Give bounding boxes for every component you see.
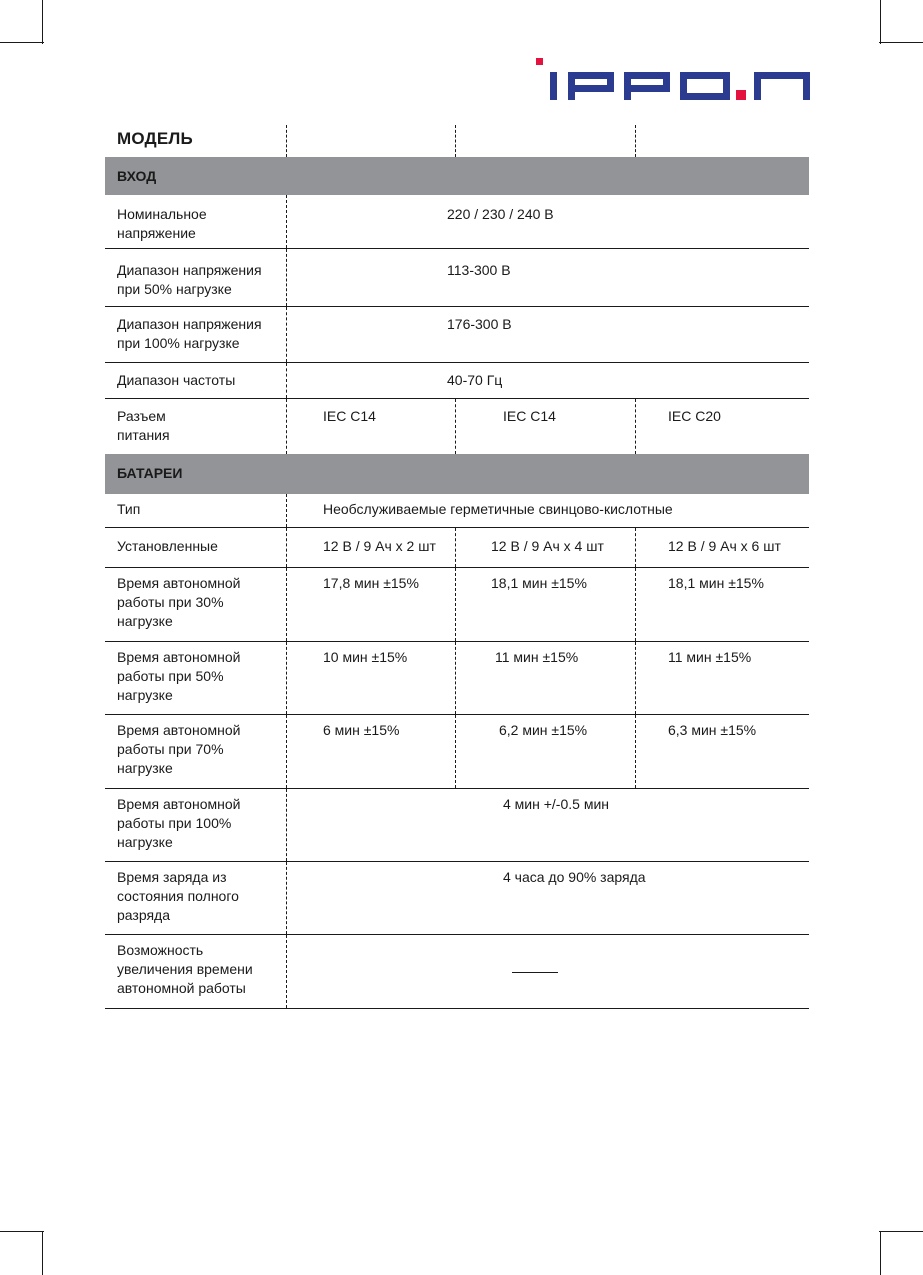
column-divider	[455, 528, 456, 567]
column-divider	[635, 125, 636, 157]
table-row	[105, 642, 809, 715]
row-label: Диапазон напряжения при 100% нагрузке	[117, 316, 262, 351]
column-divider	[635, 568, 636, 641]
column-divider	[286, 195, 287, 248]
row-value: 18,1 мин ±15%	[491, 575, 587, 591]
section-title: ВХОД	[117, 168, 157, 184]
ippon-logo	[536, 58, 810, 100]
row-value: 113-300 В	[447, 262, 511, 278]
row-value: 11 мин ±15%	[668, 649, 752, 665]
row-value: 17,8 мин ±15%	[323, 575, 419, 591]
column-divider	[286, 307, 287, 362]
row-value: 4 часа до 90% заряда	[503, 869, 646, 885]
crop-mark	[0, 42, 44, 43]
table-row	[105, 494, 809, 528]
column-divider	[286, 363, 287, 398]
row-value: IEC C14	[503, 408, 556, 424]
table-row	[105, 528, 809, 568]
column-divider	[635, 642, 636, 714]
row-value: 4 мин +/-0.5 мин	[503, 796, 609, 812]
table-row	[105, 195, 809, 249]
row-label: Диапазон частоты	[117, 372, 236, 388]
table-row	[105, 715, 809, 789]
crop-mark	[42, 0, 43, 44]
column-divider	[286, 642, 287, 714]
row-value: 176-300 В	[447, 316, 512, 332]
column-divider	[635, 528, 636, 567]
table-row	[105, 789, 809, 862]
column-divider	[286, 568, 287, 641]
row-value: 6 мин ±15%	[323, 722, 400, 738]
row-label: Тип	[117, 501, 141, 517]
row-label: Номинальное напряжение	[117, 206, 207, 241]
column-divider	[286, 249, 287, 306]
row-value: 220 / 230 / 240 В	[447, 206, 554, 222]
table-row	[105, 363, 809, 399]
row-label: Установленные	[117, 538, 218, 554]
section-title: БАТАРЕИ	[117, 465, 183, 481]
crop-mark	[42, 1231, 43, 1275]
column-divider	[455, 715, 456, 788]
row-label: Время автономной работы при 30% нагрузке	[117, 575, 241, 629]
column-divider	[455, 125, 456, 157]
column-divider	[635, 399, 636, 454]
row-value: 40-70 Гц	[447, 372, 503, 388]
row-label: Время заряда из состояния полного разряда	[117, 869, 239, 923]
spec-table	[105, 125, 809, 1009]
model-label: МОДЕЛЬ	[117, 129, 193, 148]
column-divider	[286, 715, 287, 788]
row-label: Диапазон напряжения при 50% нагрузке	[117, 262, 262, 297]
row-value: 12 В / 9 Ач х 6 шт	[668, 538, 781, 554]
column-divider	[286, 125, 287, 157]
section-input-header	[105, 157, 809, 195]
table-row	[105, 307, 809, 363]
row-value: 12 В / 9 Ач х 4 шт	[491, 538, 604, 554]
row-value: 6,3 мин ±15%	[668, 722, 757, 738]
crop-mark	[0, 1231, 44, 1232]
crop-mark	[880, 1231, 881, 1275]
section-battery-header	[105, 454, 809, 494]
crop-mark	[879, 1231, 923, 1232]
table-row	[105, 249, 809, 307]
row-label: Разъем питания	[117, 408, 170, 443]
column-divider	[455, 399, 456, 454]
column-divider	[286, 789, 287, 861]
row-value: 6,2 мин ±15%	[499, 722, 588, 738]
crop-mark	[880, 0, 881, 44]
column-divider	[286, 399, 287, 454]
column-divider	[286, 494, 287, 527]
column-divider	[286, 528, 287, 567]
row-label: Возможность увеличения времени автономной работы	[117, 942, 253, 996]
row-value: Необслуживаемые герметичные свинцово-кислотные	[323, 501, 673, 517]
table-row	[105, 399, 809, 454]
column-divider	[455, 642, 456, 714]
column-divider	[455, 568, 456, 641]
row-value: 12 В / 9 Ач х 2 шт	[323, 538, 436, 554]
table-row	[105, 568, 809, 642]
row-label: Время автономной работы при 70% нагрузке	[117, 722, 241, 776]
row-value: 18,1 мин ±15%	[668, 575, 764, 591]
row-label: Время автономной работы при 100% нагрузке	[117, 796, 241, 850]
column-divider	[286, 935, 287, 1008]
model-row	[105, 125, 809, 157]
row-value: 11 мин ±15%	[495, 649, 579, 665]
row-value: 10 мин ±15%	[323, 649, 408, 665]
table-row	[105, 862, 809, 935]
column-divider	[635, 715, 636, 788]
table-row	[105, 935, 809, 1009]
column-divider	[286, 862, 287, 934]
crop-mark	[879, 42, 923, 43]
row-value: IEC C20	[668, 408, 721, 424]
not-available-dash	[512, 972, 558, 973]
row-value: IEC C14	[323, 408, 376, 424]
row-label: Время автономной работы при 50% нагрузке	[117, 649, 241, 703]
